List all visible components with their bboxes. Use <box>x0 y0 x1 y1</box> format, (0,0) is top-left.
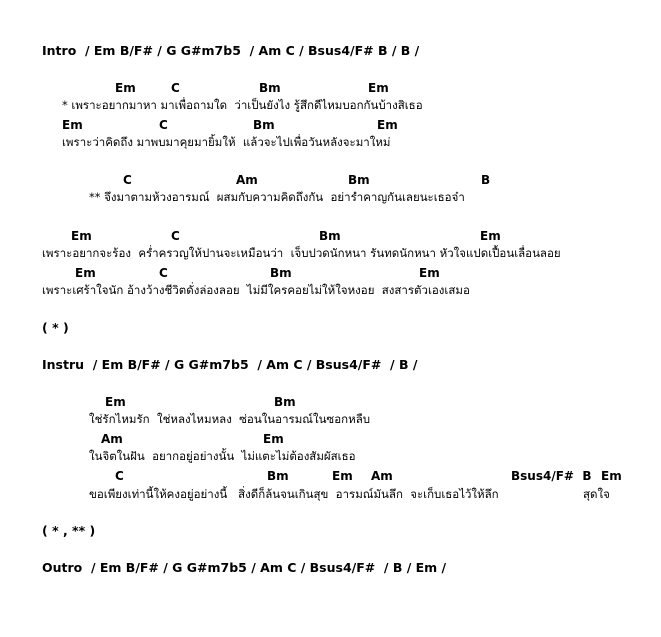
chord: Bsus4/F# B <box>511 469 592 483</box>
chord: Bm <box>348 173 370 187</box>
lyric-line: ขอเพียงเท่านี้ให้คงอยู่อย่างนี้ สิ่งดีก็ล้นจนเกินสุข อารมณ์มันลึก จะเก็บเธอไว้ให้ลึก <box>89 487 499 501</box>
chord: B <box>481 173 491 187</box>
chord: Em <box>62 118 83 132</box>
lyric-line: * เพราะอยากมาหา มาเพื่อถามใด ว่าเป็นยังไง รู้สึกดีไหมบอกกันบ้างสิเธอ <box>62 98 423 112</box>
chord: Am <box>101 432 123 446</box>
chord: C <box>159 266 168 280</box>
repeat-marker: ( * , ** ) <box>42 523 96 538</box>
lyric-line: ** จึงมาตามห้วงอารมณ์ ผสมกับความคิดถึงกัน อย่ารำคาญกันเลยนะเธอจ๋า <box>89 190 465 204</box>
lyric-line: เพราะเศร้าใจนัก อ้างว้างชีวิตดั่งล่องลอย ไม่มีใครคอยไม่ให้ใจหงอย สงสารตัวเองเสมอ <box>42 283 470 297</box>
chord: C <box>115 469 124 483</box>
repeat-marker: ( * ) <box>42 320 69 335</box>
chord: Em <box>263 432 284 446</box>
chord: Am <box>371 469 393 483</box>
lyric-line-end: สุดใจ <box>583 487 610 501</box>
chord: C <box>159 118 168 132</box>
chord: Bm <box>259 81 281 95</box>
chord: Em <box>601 469 622 483</box>
chord: Bm <box>267 469 289 483</box>
lyric-line: เพราะอยากจะร้อง คร่ำครวญให้ปานจะเหมือนว่า เจ็บปวดนักหนา รันทดนักหนา หัวใจแปดเปื้อนเลื่อนลอย <box>42 246 561 260</box>
chord: Bm <box>319 229 341 243</box>
lyric-line: ในจิตในฝัน อยากอยู่อย่างนั้น ไม่แตะไม่ต้องสัมผัสเธอ <box>89 449 356 463</box>
chord: C <box>171 81 180 95</box>
intro-line: Intro / Em B/F# / G G#m7b5 / Am C / Bsus4/F# B / B / <box>42 43 420 58</box>
chord: C <box>171 229 180 243</box>
chord: Em <box>368 81 389 95</box>
chord: Em <box>377 118 398 132</box>
chord: Bm <box>270 266 292 280</box>
outro-line: Outro / Em B/F# / G G#m7b5 / Am C / Bsus4/F# / B / Em / <box>42 560 447 575</box>
chord: Em <box>71 229 92 243</box>
chord: Am <box>236 173 258 187</box>
chord: Bm <box>274 395 296 409</box>
chord: Em <box>480 229 501 243</box>
instru-line: Instru / Em B/F# / G G#m7b5 / Am C / Bsus4/F# / B / <box>42 357 418 372</box>
chord: Em <box>419 266 440 280</box>
chord: Bm <box>253 118 275 132</box>
lyric-line: ใช่รักไหมรัก ใช่หลงไหมหลง ซ่อนในอารมณ์ในซอกหลืบ <box>89 412 371 426</box>
chord: Em <box>105 395 126 409</box>
chord: Em <box>115 81 136 95</box>
chord: C <box>123 173 132 187</box>
lyric-line: เพราะว่าคิดถึง มาพบมาคุยมายิ้มให้ แล้วจะไปเพื่อวันหลังจะมาใหม่ <box>62 135 391 149</box>
chord: Em <box>332 469 353 483</box>
chord: Em <box>75 266 96 280</box>
